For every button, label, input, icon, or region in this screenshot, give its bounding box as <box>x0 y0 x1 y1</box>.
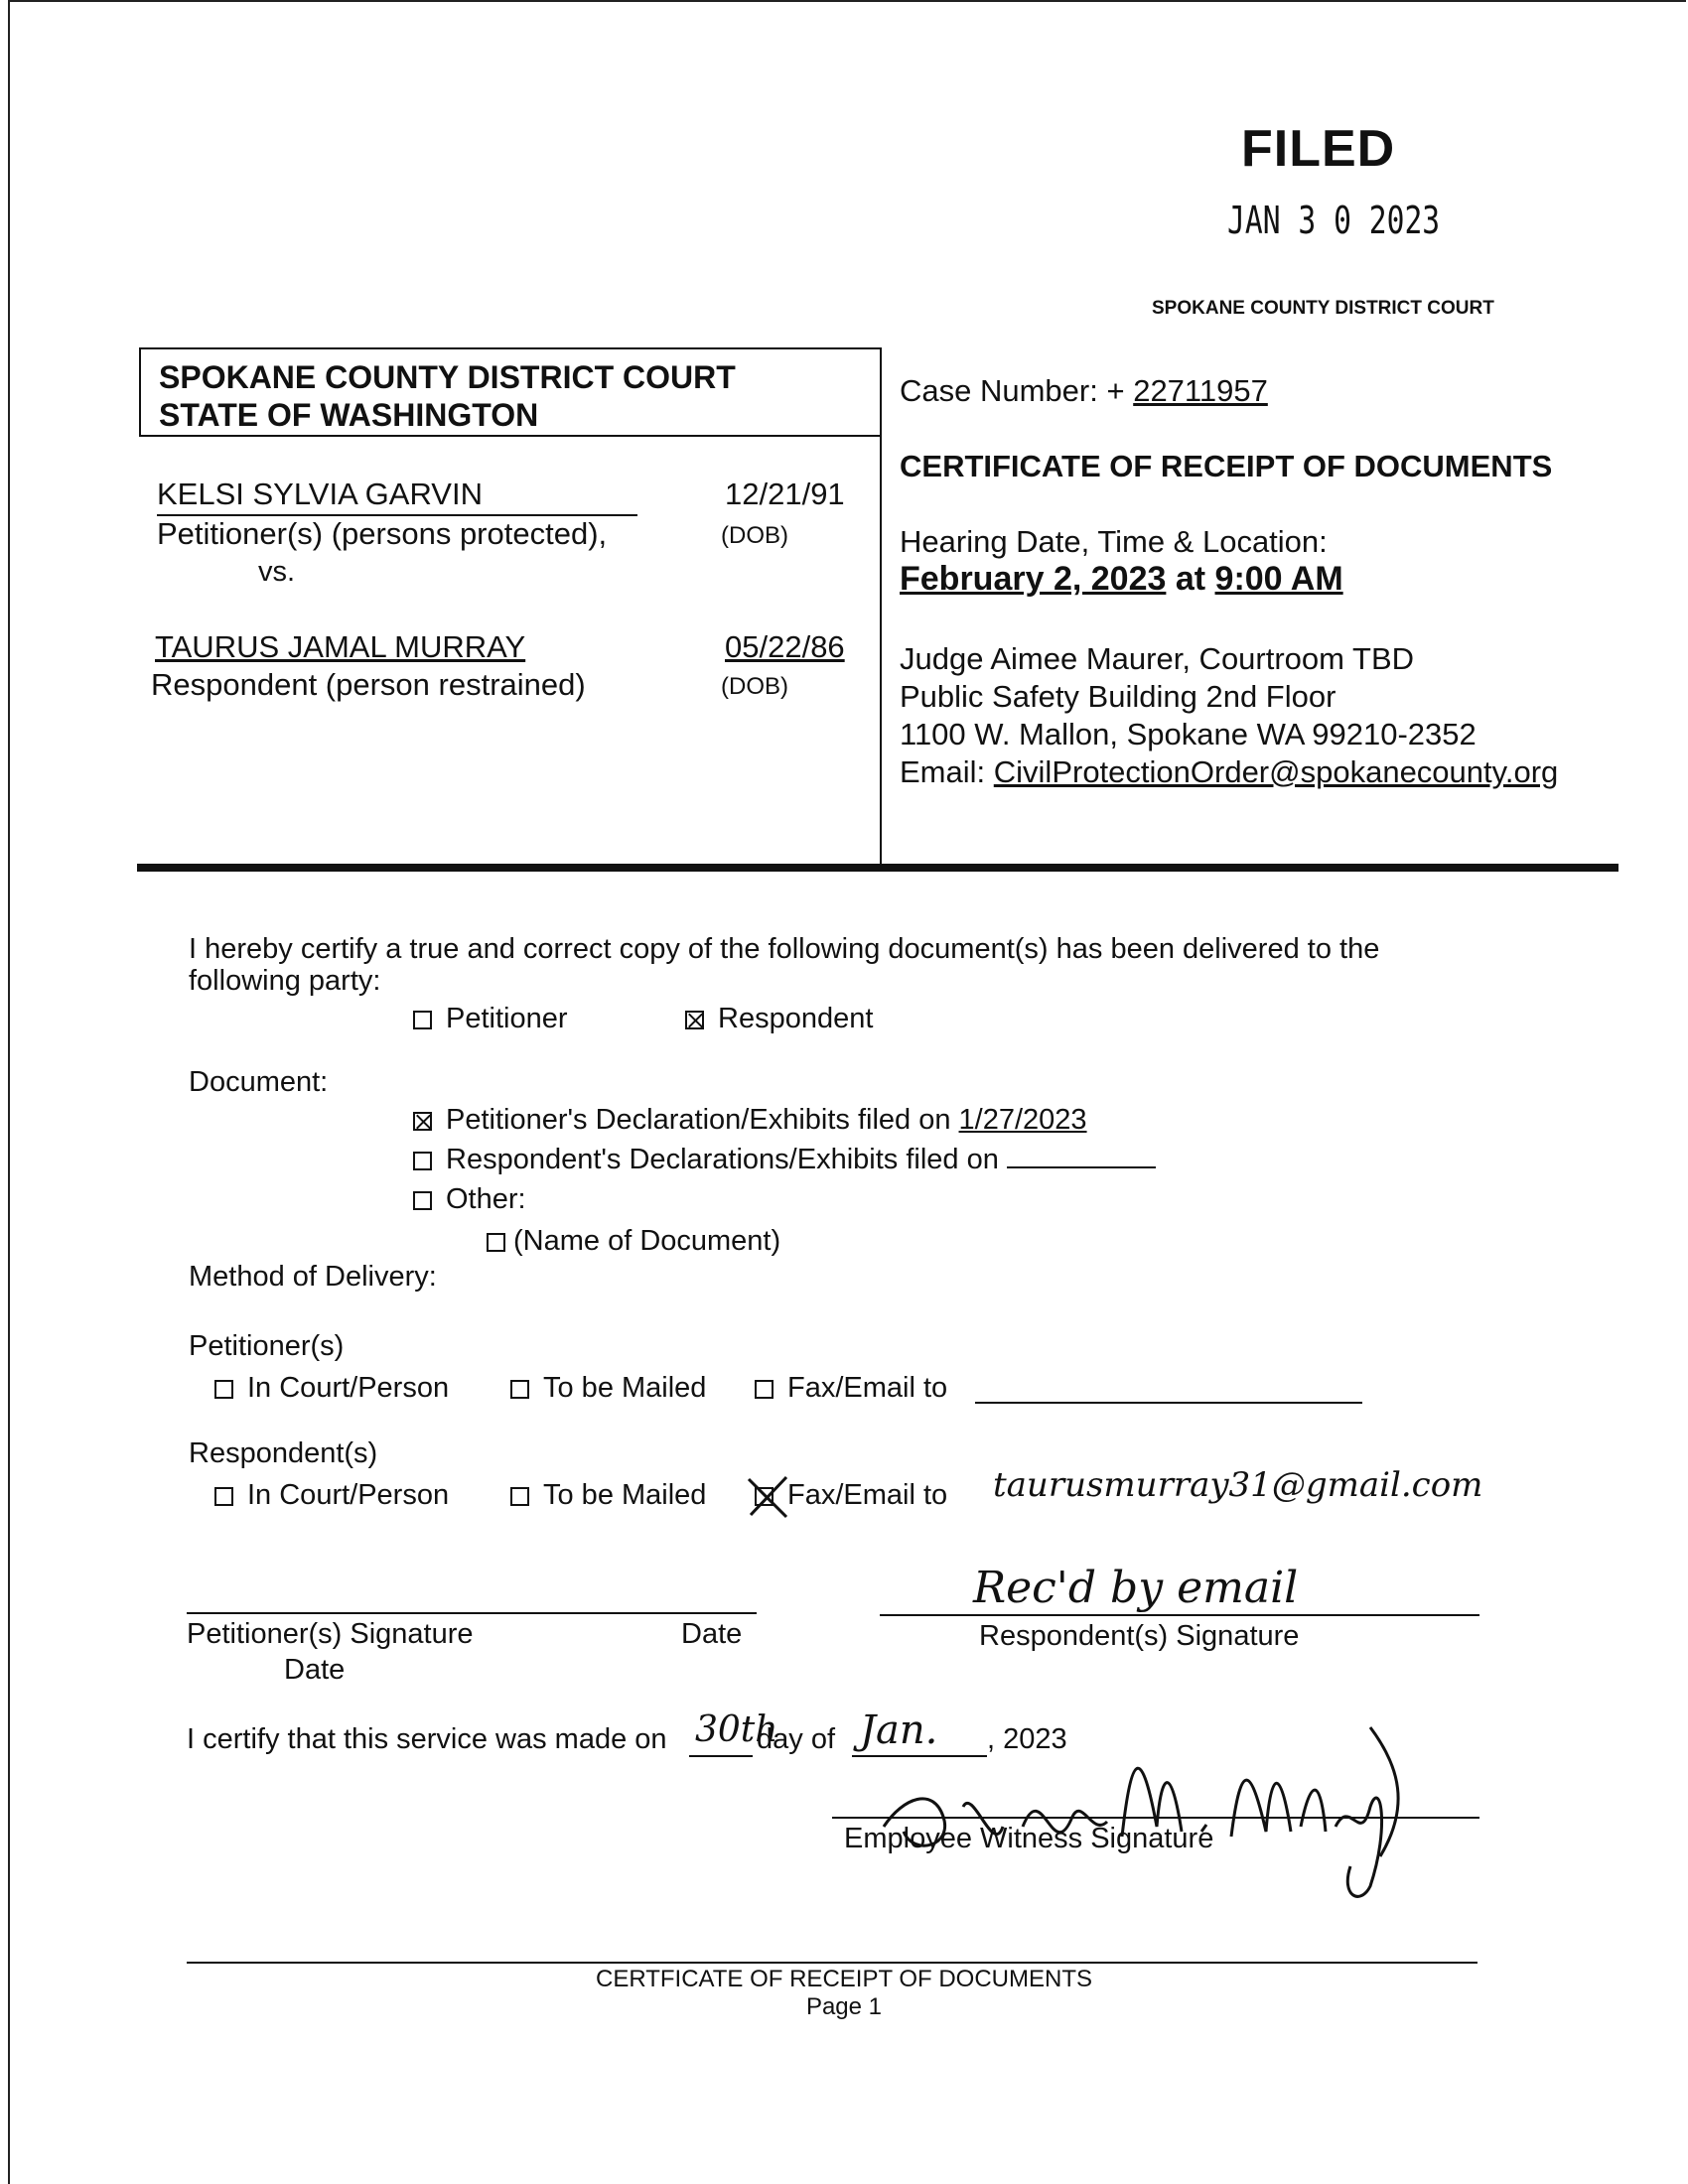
petitioner-fax-blank[interactable] <box>975 1402 1362 1404</box>
petitioner-fax-label: Fax/Email to <box>787 1372 948 1404</box>
petitioner-role: Petitioner(s) (persons protected), <box>157 516 608 551</box>
hearing-building: Public Safety Building 2nd Floor <box>900 679 1336 714</box>
service-year: , 2023 <box>987 1723 1067 1755</box>
certify-text-line1: I hereby certify a true and correct copy of the following document(s) has been delivered to the <box>189 933 1380 965</box>
hearing-address: 1100 W. Mallon, Spokane WA 99210-2352 <box>900 717 1477 751</box>
respondent-dob-label: (DOB) <box>721 673 788 700</box>
hearing-at: at <box>1175 560 1206 598</box>
respondents-delivery-label: Respondent(s) <box>189 1437 378 1469</box>
service-prefix: I certify that this service was made on <box>187 1723 667 1755</box>
respondent-mailed-checkbox[interactable] <box>510 1487 529 1506</box>
petitioner-signature-label: Petitioner(s) Signature <box>187 1618 474 1650</box>
petitioner-dob-label: (DOB) <box>721 522 788 549</box>
hearing-email-label: Email: <box>900 754 986 789</box>
court-name-line2: STATE OF WASHINGTON <box>159 397 539 433</box>
witness-signature-line[interactable] <box>832 1817 1479 1819</box>
respondent-signature-handwritten: Rec'd by email <box>973 1563 1299 1613</box>
service-day-of: day of <box>757 1723 835 1755</box>
respondent-in-court-checkbox[interactable] <box>214 1487 233 1506</box>
hearing-label: Hearing Date, Time & Location: <box>900 524 1328 559</box>
doc-name-of-document-checkbox[interactable] <box>487 1233 505 1252</box>
hearing-datetime <box>900 560 1343 599</box>
footer-page-number: Page 1 <box>805 1993 883 2020</box>
petitioner-name: KELSI SYLVIA GARVIN <box>157 477 483 511</box>
hearing-email: CivilProtectionOrder@spokanecounty.org <box>993 754 1559 789</box>
petitioner-in-court-checkbox[interactable] <box>214 1380 233 1399</box>
doc-petitioner-declaration-label: Petitioner's Declaration/Exhibits filed on <box>446 1104 951 1136</box>
party-respondent-checkbox[interactable] <box>685 1011 704 1029</box>
footer-title: CERTFICATE OF RECEIPT OF DOCUMENTS <box>595 1966 1093 1992</box>
respondent-mailed-option[interactable] <box>510 1479 706 1512</box>
doc-other[interactable] <box>413 1183 526 1216</box>
document-title: CERTIFICATE OF RECEIPT OF DOCUMENTS <box>900 449 1553 483</box>
court-name-line1: SPOKANE COUNTY DISTRICT COURT <box>159 359 736 395</box>
doc-name-of-document[interactable] <box>487 1225 780 1258</box>
service-day-handwritten: 30th <box>695 1709 778 1750</box>
petitioners-delivery-label: Petitioner(s) <box>189 1330 345 1362</box>
document-label: Document: <box>189 1066 329 1098</box>
filed-stamp-court: SPOKANE COUNTY DISTRICT COURT <box>1152 298 1494 319</box>
hearing-judge: Judge Aimee Maurer, Courtroom TBD <box>900 641 1415 676</box>
doc-respondent-declaration-date-blank[interactable] <box>1007 1145 1156 1168</box>
petitioner-signature-line[interactable] <box>187 1612 757 1614</box>
respondent-in-court-label: In Court/Person <box>247 1479 450 1511</box>
doc-petitioner-declaration[interactable] <box>413 1104 1087 1137</box>
respondent-dob: 05/22/86 <box>725 629 845 664</box>
footer-rule <box>187 1962 1477 1964</box>
petitioner-mailed-option[interactable] <box>510 1372 706 1405</box>
doc-other-label: Other: <box>446 1183 526 1215</box>
petitioner-mailed-checkbox[interactable] <box>510 1380 529 1399</box>
hearing-date: February 2, 2023 <box>900 560 1167 598</box>
respondent-signature-label: Respondent(s) Signature <box>979 1620 1300 1652</box>
respondent-email-handwritten: taurusmurray31@gmail.com <box>993 1465 1483 1505</box>
caption-bottom-rule <box>137 864 1618 872</box>
hearing-email-line <box>900 754 1558 790</box>
party-petitioner-label: Petitioner <box>446 1003 568 1034</box>
petitioner-in-court-option[interactable] <box>214 1372 449 1405</box>
petitioner-in-court-label: In Court/Person <box>247 1372 450 1404</box>
filed-stamp: FILED <box>1241 120 1396 178</box>
respondent-signature-date-label: Date <box>284 1654 346 1686</box>
petitioner-signature-date-label: Date <box>681 1618 743 1650</box>
respondent-fax-label: Fax/Email to <box>787 1479 948 1511</box>
filed-stamp-date: JAN 3 0 2023 <box>1227 199 1441 242</box>
petitioner-dob: 12/21/91 <box>725 477 845 511</box>
party-respondent-label: Respondent <box>718 1003 874 1034</box>
service-day-blank[interactable] <box>689 1755 753 1757</box>
respondent-name: TAURUS JAMAL MURRAY <box>155 629 526 664</box>
case-number-label: Case Number: + <box>900 373 1125 408</box>
witness-signature-label: Employee Witness Signature <box>844 1823 1214 1854</box>
respondent-mailed-label: To be Mailed <box>543 1479 707 1511</box>
certify-text-line2: following party: <box>189 965 381 997</box>
respondent-role: Respondent (person restrained) <box>151 667 586 702</box>
witness-signature-drawing <box>874 1707 1430 1916</box>
service-month-handwritten: Jan. <box>860 1707 938 1753</box>
case-number: 22711957 <box>1133 373 1268 408</box>
doc-respondent-declaration-label: Respondent's Declarations/Exhibits filed on <box>446 1144 999 1175</box>
hearing-time: 9:00 AM <box>1214 560 1343 598</box>
doc-petitioner-declaration-checkbox[interactable] <box>413 1112 432 1131</box>
party-respondent-option[interactable] <box>685 1003 873 1035</box>
doc-other-checkbox[interactable] <box>413 1191 432 1210</box>
doc-respondent-declaration-checkbox[interactable] <box>413 1152 432 1170</box>
caption-divider <box>880 349 882 864</box>
doc-respondent-declaration[interactable] <box>413 1144 1156 1176</box>
method-of-delivery-label: Method of Delivery: <box>189 1261 437 1293</box>
petitioner-mailed-label: To be Mailed <box>543 1372 707 1404</box>
respondent-fax-handwritten-x <box>743 1473 792 1523</box>
petitioner-fax-checkbox[interactable] <box>755 1380 774 1399</box>
versus-text: vs. <box>258 556 296 588</box>
respondent-signature-line[interactable] <box>880 1614 1479 1616</box>
respondent-in-court-option[interactable] <box>214 1479 449 1512</box>
petitioner-fax-option[interactable] <box>755 1372 947 1405</box>
party-petitioner-checkbox[interactable] <box>413 1011 432 1029</box>
case-number-line <box>900 373 1268 409</box>
doc-petitioner-declaration-date: 1/27/2023 <box>958 1104 1087 1136</box>
party-petitioner-option[interactable] <box>413 1003 568 1035</box>
doc-name-of-document-label: (Name of Document) <box>513 1225 781 1257</box>
